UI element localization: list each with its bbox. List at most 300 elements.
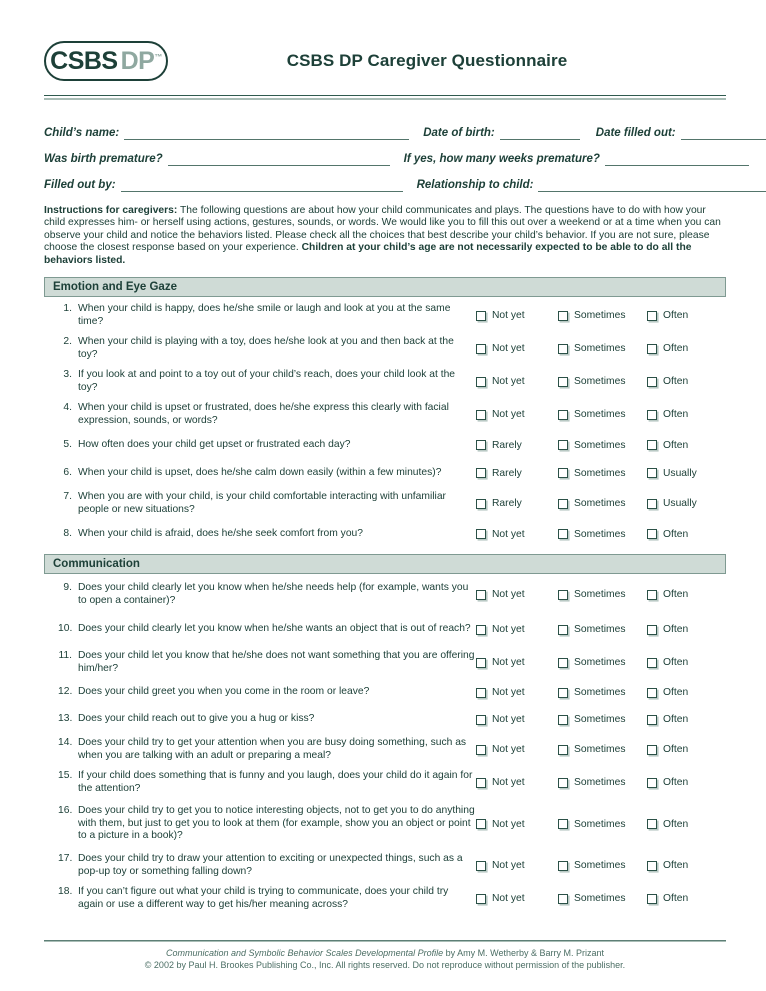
field-label-weeks-premature: If yes, how many weeks premature? bbox=[403, 153, 600, 165]
question-body: Does your child try to draw your attention to exciting or unexpected things, such as a pop-up toy or something falling down? bbox=[78, 852, 463, 877]
option-label: Sometimes bbox=[574, 818, 626, 830]
option-6-2[interactable] bbox=[558, 468, 647, 479]
question-row bbox=[44, 849, 726, 882]
option-label: Sometimes bbox=[574, 687, 626, 699]
date-of-birth-input[interactable] bbox=[500, 129, 580, 140]
instructions-lead: Instructions for caregivers: bbox=[44, 205, 178, 216]
question-text-17 bbox=[44, 853, 476, 878]
checkbox-icon[interactable] bbox=[558, 410, 568, 420]
option-label: Often bbox=[663, 624, 689, 636]
option-3-2[interactable] bbox=[558, 376, 647, 387]
masthead bbox=[44, 36, 726, 86]
checkbox-icon[interactable] bbox=[476, 590, 486, 600]
option-label: Sometimes bbox=[574, 860, 626, 872]
question-number: 17. bbox=[58, 852, 73, 864]
field-row-1 bbox=[44, 114, 726, 140]
checkbox-icon[interactable] bbox=[476, 440, 486, 450]
option-12-3[interactable] bbox=[647, 687, 688, 698]
checkbox-icon[interactable] bbox=[476, 625, 486, 635]
question-text-4 bbox=[44, 402, 476, 427]
checkbox-icon[interactable] bbox=[476, 658, 486, 668]
option-11-1[interactable] bbox=[476, 657, 558, 668]
checkbox-icon[interactable] bbox=[476, 377, 486, 387]
option-12-1[interactable] bbox=[476, 687, 558, 698]
option-11-3[interactable] bbox=[647, 657, 688, 668]
question-text-5 bbox=[44, 439, 476, 452]
option-label: Sometimes bbox=[574, 624, 626, 636]
section-header-communication bbox=[44, 554, 726, 574]
question-row bbox=[44, 431, 726, 459]
option-group-9 bbox=[476, 589, 726, 600]
option-label: Not yet bbox=[492, 376, 525, 388]
respondent-fields bbox=[44, 114, 726, 192]
option-4-1[interactable] bbox=[476, 409, 558, 420]
option-group-3 bbox=[476, 376, 726, 387]
question-text-15 bbox=[44, 770, 476, 795]
option-group-2 bbox=[476, 343, 726, 354]
checkbox-icon[interactable] bbox=[647, 778, 657, 788]
question-row bbox=[44, 613, 726, 646]
field-label-birth-premature: Was birth premature? bbox=[44, 153, 163, 165]
logo-primary-text: CSBS bbox=[50, 46, 118, 75]
option-16-3[interactable] bbox=[647, 819, 688, 830]
checkbox-icon[interactable] bbox=[647, 658, 657, 668]
checkbox-icon[interactable] bbox=[558, 529, 568, 539]
option-label: Often bbox=[663, 376, 689, 388]
date-filled-out-input[interactable] bbox=[681, 129, 766, 140]
question-number: 18. bbox=[58, 885, 73, 897]
weeks-premature-input[interactable] bbox=[605, 155, 749, 166]
footer-rule bbox=[44, 940, 726, 942]
instructions-emphasis: Children at your child’s age are not necessarily expected to be able to do all the behaviors listed. bbox=[44, 242, 692, 266]
checkbox-icon[interactable] bbox=[558, 819, 568, 829]
option-9-2[interactable] bbox=[558, 589, 647, 600]
question-row bbox=[44, 766, 726, 799]
question-text-13 bbox=[44, 713, 476, 726]
option-9-3[interactable] bbox=[647, 589, 688, 600]
masthead-rule-lower bbox=[44, 98, 726, 100]
field-weeks-premature bbox=[404, 152, 749, 166]
option-label: Not yet bbox=[492, 624, 525, 636]
option-group-18 bbox=[476, 893, 726, 904]
option-label: Sometimes bbox=[574, 744, 626, 756]
option-label: Rarely bbox=[492, 467, 522, 479]
question-number: 1. bbox=[63, 302, 72, 314]
option-13-1[interactable] bbox=[476, 714, 558, 725]
checkbox-icon[interactable] bbox=[558, 715, 568, 725]
child-name-input[interactable] bbox=[124, 129, 409, 140]
option-7-3[interactable] bbox=[647, 498, 697, 509]
option-label: Not yet bbox=[492, 744, 525, 756]
option-label: Sometimes bbox=[574, 714, 626, 726]
field-label-filled-out-by: Filled out by: bbox=[44, 179, 116, 191]
option-14-3[interactable] bbox=[647, 744, 688, 755]
option-label: Usually bbox=[663, 498, 697, 510]
option-label: Often bbox=[663, 777, 689, 789]
question-number: 11. bbox=[58, 649, 72, 661]
field-label-relationship-to-child: Relationship to child: bbox=[416, 179, 534, 191]
checkbox-icon[interactable] bbox=[476, 819, 486, 829]
option-label: Often bbox=[663, 687, 689, 699]
question-body: When your child is upset, does he/she calm down easily (within a few minutes)? bbox=[78, 466, 442, 478]
checkbox-icon[interactable] bbox=[476, 410, 486, 420]
checkbox-icon[interactable] bbox=[476, 715, 486, 725]
option-group-8 bbox=[476, 529, 726, 540]
question-number: 8. bbox=[63, 527, 72, 539]
option-label: Often bbox=[663, 528, 689, 540]
option-14-2[interactable] bbox=[558, 744, 647, 755]
birth-premature-input[interactable] bbox=[168, 155, 390, 166]
question-number: 6. bbox=[63, 466, 72, 478]
checkbox-icon[interactable] bbox=[476, 499, 486, 509]
question-row bbox=[44, 706, 726, 733]
option-label: Usually bbox=[663, 467, 697, 479]
option-label: Sometimes bbox=[574, 409, 626, 421]
option-17-3[interactable] bbox=[647, 860, 688, 871]
question-text-6 bbox=[44, 467, 476, 480]
option-group-14 bbox=[476, 744, 726, 755]
question-number: 7. bbox=[63, 490, 72, 502]
checkbox-icon[interactable] bbox=[558, 590, 568, 600]
csbs-dp-logo bbox=[44, 41, 168, 81]
checkbox-icon[interactable] bbox=[558, 440, 568, 450]
question-row bbox=[44, 679, 726, 706]
question-row bbox=[44, 299, 726, 332]
checkbox-icon[interactable] bbox=[647, 311, 657, 321]
footer-copyright-line: © 2002 by Paul H. Brookes Publishing Co., Inc. All rights reserved. Do not reproduce without permission of the publisher. bbox=[144, 959, 626, 970]
option-13-3[interactable] bbox=[647, 714, 688, 725]
question-row bbox=[44, 520, 726, 548]
page-title: CSBS DP Caregiver Questionnaire bbox=[286, 51, 568, 70]
option-label: Often bbox=[663, 310, 689, 322]
option-group-17 bbox=[476, 860, 726, 871]
checkbox-icon[interactable] bbox=[558, 468, 568, 478]
footer-authors: by Amy M. Wetherby & Barry M. Prizant bbox=[443, 948, 604, 958]
option-6-3[interactable] bbox=[647, 468, 697, 479]
option-2-2[interactable] bbox=[558, 343, 647, 354]
option-label: Not yet bbox=[492, 343, 525, 355]
question-number: 14. bbox=[58, 736, 73, 748]
question-number: 2. bbox=[63, 335, 72, 347]
option-label: Sometimes bbox=[574, 376, 626, 388]
option-5-3[interactable] bbox=[647, 440, 688, 451]
checkbox-icon[interactable] bbox=[476, 894, 486, 904]
option-12-2[interactable] bbox=[558, 687, 647, 698]
field-filled-out-by bbox=[44, 178, 403, 192]
checkbox-icon[interactable] bbox=[647, 468, 657, 478]
question-row bbox=[44, 576, 726, 613]
field-label-date-filled-out: Date filled out: bbox=[595, 127, 676, 139]
question-text-16 bbox=[44, 805, 476, 843]
section-title: Emotion and Eye Gaze bbox=[53, 281, 177, 294]
option-group-15 bbox=[476, 777, 726, 788]
field-row-3 bbox=[44, 166, 726, 192]
checkbox-icon[interactable] bbox=[476, 778, 486, 788]
question-body: Does your child greet you when you come in the room or leave? bbox=[78, 686, 370, 698]
option-label: Often bbox=[663, 343, 689, 355]
question-text-1 bbox=[44, 303, 476, 328]
option-label: Rarely bbox=[492, 439, 522, 451]
question-number: 4. bbox=[63, 401, 72, 413]
option-label: Often bbox=[663, 589, 689, 601]
question-body: When your child is happy, does he/she smile or laugh and look at you at the same time? bbox=[78, 302, 451, 327]
checkbox-icon[interactable] bbox=[647, 625, 657, 635]
question-text-2 bbox=[44, 336, 476, 361]
section-header-emotion-and-eye-gaze bbox=[44, 277, 726, 297]
question-text-9 bbox=[44, 582, 476, 607]
question-text-12 bbox=[44, 686, 476, 699]
field-child-name bbox=[44, 126, 409, 140]
question-number: 13. bbox=[58, 713, 73, 725]
checkbox-icon[interactable] bbox=[558, 311, 568, 321]
field-label-child-name: Child’s name: bbox=[44, 127, 120, 139]
instructions-paragraph bbox=[44, 205, 726, 267]
checkbox-icon[interactable] bbox=[647, 819, 657, 829]
option-label: Sometimes bbox=[574, 467, 626, 479]
option-label: Not yet bbox=[492, 777, 525, 789]
question-body: If you look at and point to a toy out of your child’s reach, does your child look at the toy? bbox=[78, 368, 456, 393]
question-number: 12. bbox=[58, 686, 73, 698]
checkbox-icon[interactable] bbox=[558, 745, 568, 755]
option-label: Sometimes bbox=[574, 310, 626, 322]
option-4-3[interactable] bbox=[647, 409, 688, 420]
checkbox-icon[interactable] bbox=[476, 745, 486, 755]
option-label: Not yet bbox=[492, 310, 525, 322]
option-label: Sometimes bbox=[574, 343, 626, 355]
question-body: Does your child clearly let you know when he/she wants an object that is out of reach? bbox=[78, 623, 471, 635]
option-label: Sometimes bbox=[574, 498, 626, 510]
checkbox-icon[interactable] bbox=[647, 499, 657, 509]
question-row bbox=[44, 882, 726, 915]
option-16-1[interactable] bbox=[476, 819, 558, 830]
question-row bbox=[44, 398, 726, 431]
footer-credit-line bbox=[44, 948, 726, 960]
question-number: 3. bbox=[63, 368, 72, 380]
filled-out-by-input[interactable] bbox=[121, 181, 403, 192]
option-label: Not yet bbox=[492, 818, 525, 830]
checkbox-icon[interactable] bbox=[558, 499, 568, 509]
checkbox-icon[interactable] bbox=[476, 344, 486, 354]
question-body: Does your child reach out to give you a hug or kiss? bbox=[78, 713, 315, 725]
option-15-1[interactable] bbox=[476, 777, 558, 788]
trademark-icon: ™ bbox=[154, 52, 162, 62]
option-label: Often bbox=[663, 409, 689, 421]
option-group-12 bbox=[476, 687, 726, 698]
option-11-2[interactable] bbox=[558, 657, 647, 668]
option-18-2[interactable] bbox=[558, 893, 647, 904]
option-8-1[interactable] bbox=[476, 529, 558, 540]
option-label: Often bbox=[663, 893, 689, 905]
option-1-3[interactable] bbox=[647, 310, 688, 321]
option-group-10 bbox=[476, 624, 726, 635]
option-label: Not yet bbox=[492, 893, 525, 905]
question-body: When your child is afraid, does he/she seek comfort from you? bbox=[78, 527, 364, 539]
option-5-2[interactable] bbox=[558, 440, 647, 451]
question-list-emotion-and-eye-gaze bbox=[44, 299, 726, 548]
option-18-3[interactable] bbox=[647, 893, 688, 904]
option-label: Sometimes bbox=[574, 439, 626, 451]
question-body: Does your child let you know that he/she does not want something that you are offering him/her? bbox=[78, 649, 475, 674]
option-9-1[interactable] bbox=[476, 589, 558, 600]
option-4-2[interactable] bbox=[558, 409, 647, 420]
logo-text bbox=[50, 46, 162, 75]
question-text-10 bbox=[44, 623, 476, 636]
option-label: Often bbox=[663, 818, 689, 830]
checkbox-icon[interactable] bbox=[558, 377, 568, 387]
field-birth-premature bbox=[44, 152, 390, 166]
checkbox-icon[interactable] bbox=[558, 688, 568, 698]
option-15-3[interactable] bbox=[647, 777, 688, 788]
option-label: Not yet bbox=[492, 860, 525, 872]
field-relationship-to-child bbox=[417, 178, 766, 192]
checkbox-icon[interactable] bbox=[558, 344, 568, 354]
question-list-communication bbox=[44, 576, 726, 915]
option-label: Often bbox=[663, 714, 689, 726]
checkbox-icon[interactable] bbox=[558, 778, 568, 788]
checkbox-icon[interactable] bbox=[558, 894, 568, 904]
question-row bbox=[44, 487, 726, 520]
relationship-to-child-input[interactable] bbox=[538, 181, 766, 192]
question-body: How often does your child get upset or frustrated each day? bbox=[78, 438, 351, 450]
question-row bbox=[44, 646, 726, 679]
option-group-13 bbox=[476, 714, 726, 725]
checkbox-icon[interactable] bbox=[647, 344, 657, 354]
option-10-3[interactable] bbox=[647, 624, 688, 635]
option-label: Often bbox=[663, 860, 689, 872]
option-label: Sometimes bbox=[574, 893, 626, 905]
checkbox-icon[interactable] bbox=[647, 715, 657, 725]
question-number: 5. bbox=[63, 438, 72, 450]
checkbox-icon[interactable] bbox=[647, 529, 657, 539]
question-row bbox=[44, 332, 726, 365]
question-row bbox=[44, 459, 726, 487]
checkbox-icon[interactable] bbox=[647, 440, 657, 450]
option-label: Often bbox=[663, 439, 689, 451]
option-label: Not yet bbox=[492, 714, 525, 726]
question-body: When your child is playing with a toy, does he/she look at you and then back at the toy? bbox=[78, 335, 454, 360]
option-3-1[interactable] bbox=[476, 376, 558, 387]
checkbox-icon[interactable] bbox=[647, 745, 657, 755]
option-group-6 bbox=[476, 468, 726, 479]
option-label: Sometimes bbox=[574, 589, 626, 601]
checkbox-icon[interactable] bbox=[647, 861, 657, 871]
option-13-2[interactable] bbox=[558, 714, 647, 725]
question-body: Does your child try to get you to notice interesting objects, not to get you to do anything with them, but just to get you to look at them (for example, show you an object or point to a picture in a book)? bbox=[78, 805, 475, 842]
option-group-4 bbox=[476, 409, 726, 420]
page-footer bbox=[44, 940, 726, 971]
checkbox-icon[interactable] bbox=[476, 529, 486, 539]
option-group-11 bbox=[476, 657, 726, 668]
option-group-1 bbox=[476, 310, 726, 321]
option-label: Often bbox=[663, 744, 689, 756]
option-label: Not yet bbox=[492, 657, 525, 669]
option-1-2[interactable] bbox=[558, 310, 647, 321]
option-label: Not yet bbox=[492, 409, 525, 421]
question-number: 10. bbox=[58, 623, 73, 635]
question-text-11 bbox=[44, 650, 476, 675]
option-1-1[interactable] bbox=[476, 310, 558, 321]
option-18-1[interactable] bbox=[476, 893, 558, 904]
question-number: 9. bbox=[63, 581, 72, 593]
option-7-2[interactable] bbox=[558, 498, 647, 509]
option-group-7 bbox=[476, 498, 726, 509]
option-label: Not yet bbox=[492, 528, 525, 540]
option-15-2[interactable] bbox=[558, 777, 647, 788]
checkbox-icon[interactable] bbox=[647, 894, 657, 904]
option-5-1[interactable] bbox=[476, 440, 558, 451]
checkbox-icon[interactable] bbox=[647, 590, 657, 600]
question-text-7 bbox=[44, 491, 476, 516]
option-14-1[interactable] bbox=[476, 744, 558, 755]
option-16-2[interactable] bbox=[558, 819, 647, 830]
checkbox-icon[interactable] bbox=[647, 377, 657, 387]
question-body: Does your child clearly let you know when he/she needs help (for example, wants you to open a container)? bbox=[78, 581, 469, 606]
question-body: If you can’t figure out what your child is trying to communicate, does your child try again or use a different way to get his/her meaning across? bbox=[78, 885, 449, 910]
option-7-1[interactable] bbox=[476, 498, 558, 509]
question-body: When your child is upset or frustrated, does he/she express this clearly with facial expression, sounds, or words? bbox=[78, 401, 449, 426]
instructions-body: The following questions are about how your child communicates and plays. The questions have to do with how your child expresses him- or herself using actions, gestures, sounds, or words. We would like you to fill this out over a weekend or at a time when you can observe your child and notice the behaviors listed. Please check all the choices that best describe your child’s behavior. If you are not sure, please choose the closest response based on your experience. bbox=[44, 205, 721, 254]
option-2-3[interactable] bbox=[647, 343, 688, 354]
field-label-date-of-birth: Date of birth: bbox=[423, 127, 495, 139]
option-10-1[interactable] bbox=[476, 624, 558, 635]
field-date-of-birth bbox=[423, 126, 580, 140]
option-10-2[interactable] bbox=[558, 624, 647, 635]
question-text-3 bbox=[44, 369, 476, 394]
question-body: Does your child try to get your attention when you are busy doing something, such as when you are talking with an adult or preparing a meal? bbox=[78, 736, 467, 761]
question-row bbox=[44, 365, 726, 398]
question-text-18 bbox=[44, 886, 476, 911]
option-6-1[interactable] bbox=[476, 468, 558, 479]
checkbox-icon[interactable] bbox=[647, 688, 657, 698]
option-label: Not yet bbox=[492, 687, 525, 699]
checkbox-icon[interactable] bbox=[476, 688, 486, 698]
question-row bbox=[44, 733, 726, 766]
option-3-3[interactable] bbox=[647, 376, 688, 387]
field-row-2 bbox=[44, 140, 726, 166]
section-title: Communication bbox=[53, 558, 140, 571]
option-17-1[interactable] bbox=[476, 860, 558, 871]
question-number: 15. bbox=[58, 769, 73, 781]
option-8-2[interactable] bbox=[558, 529, 647, 540]
option-label: Often bbox=[663, 657, 689, 669]
checkbox-icon[interactable] bbox=[558, 625, 568, 635]
option-label: Sometimes bbox=[574, 528, 626, 540]
question-body: If your child does something that is funny and you laugh, does your child do it again for the attention? bbox=[78, 769, 473, 794]
question-number: 16. bbox=[58, 805, 73, 817]
logo-secondary-text: DP bbox=[120, 46, 155, 75]
option-label: Sometimes bbox=[574, 777, 626, 789]
checkbox-icon[interactable] bbox=[476, 861, 486, 871]
question-text-8 bbox=[44, 528, 476, 541]
masthead-rule bbox=[44, 95, 726, 100]
option-label: Rarely bbox=[492, 498, 522, 510]
question-body: When you are with your child, is your child comfortable interacting with unfamiliar people or new situations? bbox=[78, 490, 446, 515]
option-label: Not yet bbox=[492, 589, 525, 601]
question-text-14 bbox=[44, 737, 476, 762]
field-date-filled-out bbox=[596, 126, 766, 140]
footer-title-italic: Communication and Symbolic Behavior Scales Developmental Profile bbox=[165, 948, 444, 958]
checkbox-icon[interactable] bbox=[476, 468, 486, 478]
option-group-5 bbox=[476, 440, 726, 451]
checkbox-icon[interactable] bbox=[647, 410, 657, 420]
option-17-2[interactable] bbox=[558, 860, 647, 871]
checkbox-icon[interactable] bbox=[558, 861, 568, 871]
checkbox-icon[interactable] bbox=[558, 658, 568, 668]
option-8-3[interactable] bbox=[647, 529, 688, 540]
option-label: Sometimes bbox=[574, 657, 626, 669]
option-2-1[interactable] bbox=[476, 343, 558, 354]
checkbox-icon[interactable] bbox=[476, 311, 486, 321]
